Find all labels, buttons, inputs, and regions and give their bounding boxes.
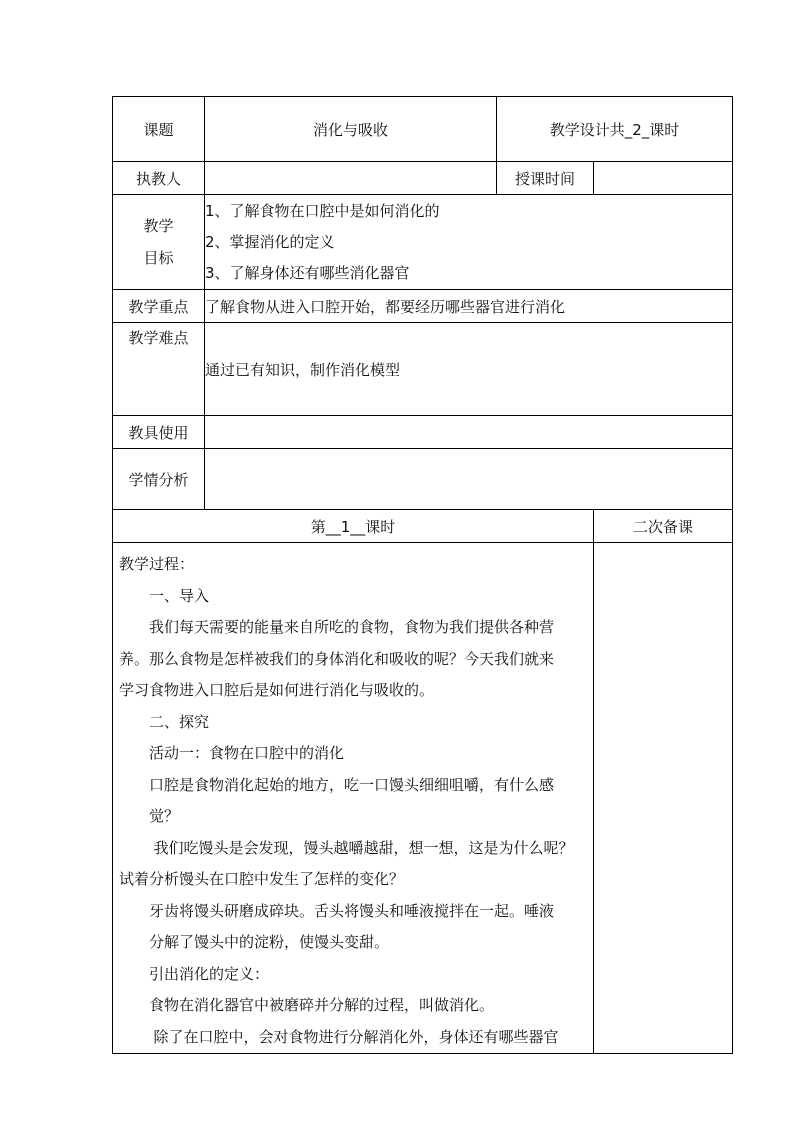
topic-label: 课题	[113, 97, 205, 162]
process-row	[113, 543, 733, 1054]
activity-title: 活动一：食物在口腔中的消化	[149, 744, 345, 762]
paragraph-line: 觉？	[149, 807, 180, 825]
paragraph-line: 我们吃馒头是会发现，馒头越嚼越甜，想一想，这是为什么呢？	[153, 838, 574, 857]
paragraph-line: 除了在口腔中，会对食物进行分解消化外，身体还有哪些器官	[153, 1027, 559, 1046]
lesson-title: 第__1__课时	[113, 510, 594, 543]
goals-list	[205, 195, 733, 290]
analysis-label: 学情分析	[113, 449, 205, 510]
tools-value	[205, 416, 733, 449]
paragraph-line: 学习食物进入口腔后是如何进行消化与吸收的。	[119, 681, 435, 699]
paragraph-line: 口腔是食物消化起始的地方，吃一口馒头细细咀嚼，有什么感	[149, 775, 555, 794]
goals-label-line1: 教学	[143, 217, 174, 235]
teacher-row	[113, 162, 733, 195]
difficulty-row	[113, 323, 733, 416]
second-prep-label: 二次备课	[594, 510, 733, 543]
section-intro: 一、导入	[149, 586, 210, 605]
definition-text: 食物在消化器官中被磨碎并分解的过程，叫做消化。	[149, 996, 495, 1014]
lesson-row	[113, 510, 733, 543]
second-prep-content	[594, 543, 733, 1054]
process-content	[113, 543, 594, 1054]
tools-label: 教具使用	[113, 416, 205, 449]
tools-row	[113, 416, 733, 449]
analysis-row	[113, 449, 733, 510]
goal-item: 3、了解身体还有哪些消化器官	[205, 263, 410, 282]
teacher-label: 执教人	[113, 162, 205, 195]
lesson-plan-table	[112, 96, 733, 1054]
goals-label-line2: 目标	[143, 249, 174, 267]
paragraph-line: 牙齿将馒头研磨成碎块。舌头将馒头和唾液搅拌在一起。唾液	[149, 901, 555, 920]
time-label: 授课时间	[497, 162, 594, 195]
teacher-value	[205, 162, 497, 195]
goal-item: 2、掌握消化的定义	[205, 232, 335, 251]
section-explore: 二、探究	[149, 712, 210, 731]
key-points-label: 教学重点	[113, 290, 205, 323]
header-row	[113, 97, 733, 162]
key-points-row	[113, 290, 733, 323]
goals-row	[113, 195, 733, 290]
process-heading: 教学过程：	[119, 555, 195, 573]
definition-intro: 引出消化的定义：	[149, 964, 270, 983]
design-total: 教学设计共_2_课时	[497, 97, 733, 162]
time-value	[594, 162, 733, 195]
difficulty-value: 通过已有知识，制作消化模型	[205, 323, 733, 416]
key-points-value: 了解食物从进入口腔开始，都要经历哪些器官进行消化	[205, 290, 733, 323]
paragraph-line: 分解了馒头中的淀粉，使馒头变甜。	[149, 933, 390, 951]
goals-label	[113, 195, 205, 290]
paragraph-line: 养。那么食物是怎样被我们的身体消化和吸收的呢？今天我们就来	[119, 649, 555, 668]
difficulty-label: 教学难点	[113, 323, 205, 416]
paragraph-line: 我们每天需要的能量来自所吃的食物，食物为我们提供各种营	[149, 618, 555, 636]
topic-value: 消化与吸收	[205, 97, 497, 162]
goal-item: 1、了解食物在口腔中是如何消化的	[205, 201, 440, 220]
paragraph-line: 试着分析馒头在口腔中发生了怎样的变化？	[119, 870, 405, 888]
analysis-value	[205, 449, 733, 510]
